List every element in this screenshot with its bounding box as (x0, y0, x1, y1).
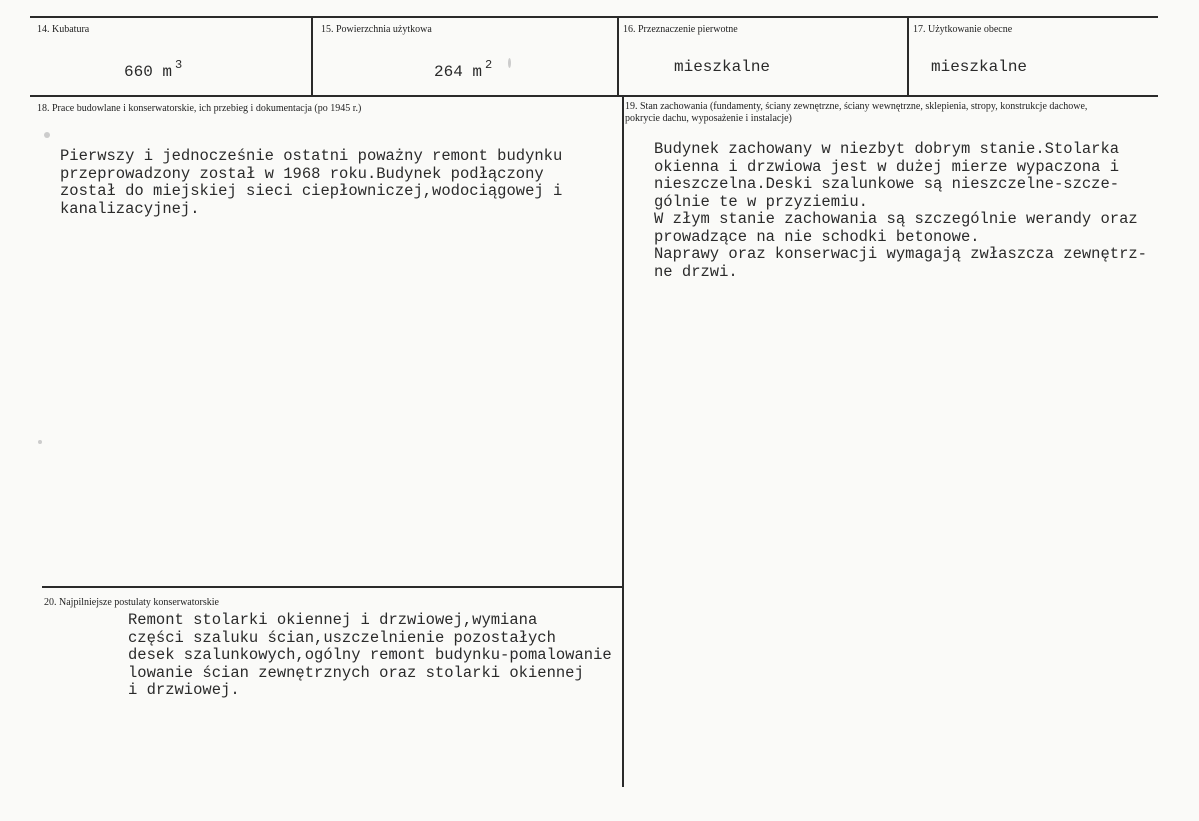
divider-15-16 (617, 16, 619, 96)
powierzchnia-value: 264 m $^2$ (434, 58, 493, 81)
divider-16-17 (907, 16, 909, 96)
przeznaczenie-value: mieszkalne (674, 58, 771, 76)
powierzchnia-unit-exponent: 2 (485, 58, 493, 72)
kubatura-value: 660 m $^3$ (124, 58, 183, 81)
powierzchnia-label: 15. Powierzchnia użytkowa (321, 24, 432, 35)
prace-budowlane-text: Pierwszy i jednocześnie ostatni poważny remont budynku przeprowadzony został w 1968 roku.Budynek podłączony został do miejskiej sieci ciepłowniczej,wodociągowej i kanalizacyjnej. (60, 147, 563, 218)
paper-speck (44, 132, 50, 138)
kubatura-label: 14. Kubatura (37, 24, 90, 35)
kubatura-unit-exponent: 3 (175, 58, 183, 72)
paper-speck (508, 58, 511, 68)
uzytkowanie-value: mieszkalne (931, 58, 1028, 76)
top-rule (30, 16, 1158, 18)
divider-14-15 (311, 16, 313, 96)
prace-budowlane-label: 18. Prace budowlane i konserwatorskie, ich przebieg i dokumentacja (po 1945 r.) (37, 103, 362, 114)
uzytkowanie-label: 17. Użytkowanie obecne (913, 24, 1013, 35)
divider-18-19 (622, 95, 624, 787)
fields-row-bottom-rule (30, 95, 1158, 97)
section-20-top-rule (42, 586, 624, 588)
stan-zachowania-label: 19. Stan zachowania (fundamenty, ściany zewnętrzne, ściany wewnętrzne, sklepienia, stropy, konstrukcje dachowe, pokrycie dachu, wyposażenie i instalacje) (625, 101, 1088, 124)
postulaty-text: Remont stolarki okiennej i drzwiowej,wymiana części szaluku ścian,uszczelnienie pozostałych desek szalunkowych,ogólny remont budynku-pomalowanie lowanie ścian zewnętrznych oraz stolarki okiennej i drzwiowej. (128, 611, 612, 699)
postulaty-label: 20. Najpilniejsze postulaty konserwatorskie (44, 597, 219, 608)
stan-zachowania-text: Budynek zachowany w niezbyt dobrym stanie.Stolarka okienna i drzwiowa jest w dużej mierze wypaczona i nieszczelna.Deski szalunkowe są nieszczelne-szcze- gólnie te w przyziemiu. W złym stanie zachowania są szczególnie werandy oraz prowadzące na nie schodki betonowe. Naprawy oraz konserwacji wymagają zwłaszcza zewnętrz- ne drzwi. (654, 140, 1147, 281)
paper-speck (38, 440, 42, 444)
przeznaczenie-label: 16. Przeznaczenie pierwotne (623, 24, 738, 35)
